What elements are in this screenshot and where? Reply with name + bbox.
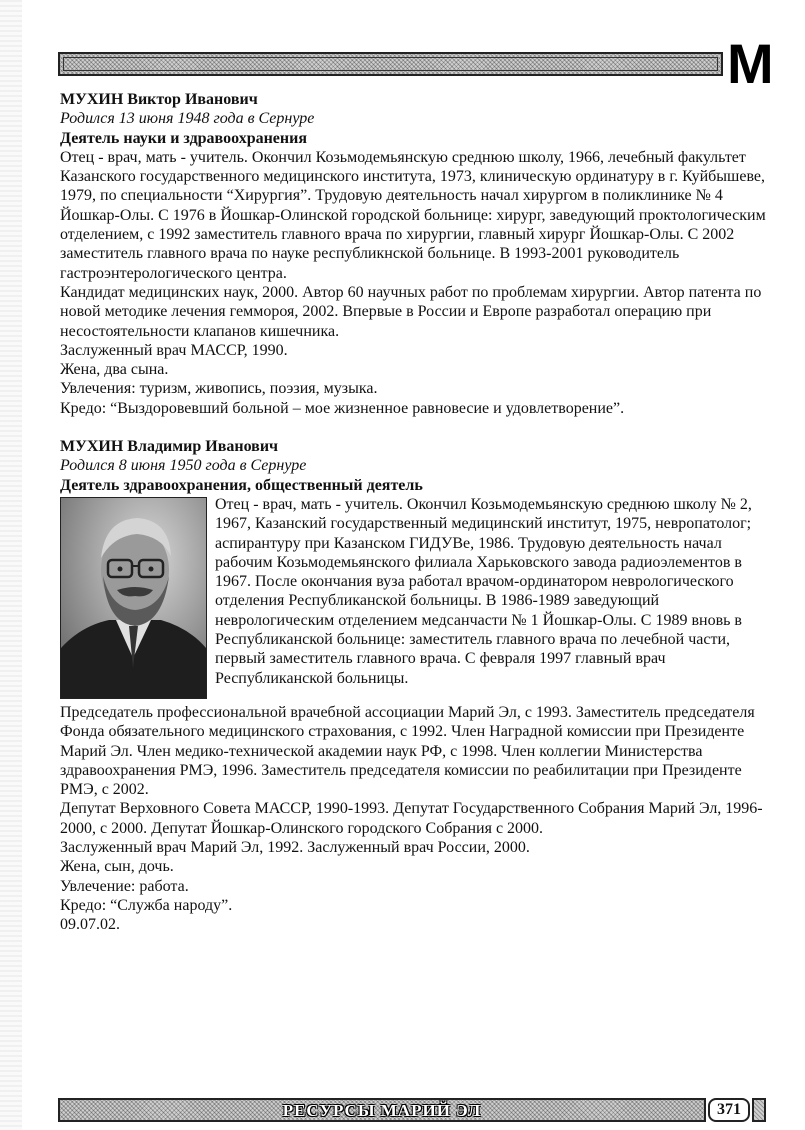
entry-paragraph: Жена, сын, дочь. bbox=[60, 858, 174, 876]
page-content bbox=[60, 90, 770, 935]
footer-tail bbox=[752, 1098, 766, 1122]
portrait-image bbox=[61, 498, 206, 698]
entry-paragraph: Депутат Верховного Совета МАССР, 1990-1993. Депутат Государственного Собрания Марий Эл, 1996-2000, с 2000. Депутат Йошкар-Олинского городского Собрания с 2000. bbox=[60, 800, 763, 837]
page-number: 371 bbox=[708, 1098, 750, 1122]
entry-paragraph: 09.07.02. bbox=[60, 916, 120, 934]
entry-paragraph: Отец - врач, мать - учитель. Окончил Козьмодемьянскую среднюю школу № 2, 1967, Казанский государственный медицинский институт, 1975, невропатолог; аспирантуру при Казанском ГИДУВе, 1986. Трудовую деятельность начал рабочим Козьмодемьянского филиала Харьковского завода радиоэлементов в 1967. После окончания вуза работал врачом-ординатором неврологического отделения Республиканской больницы. В 1986-1989 заведующий неврологическим отделением медсанчасти № 1 Йошкар-Олы. С 1989 вновь в Республиканской больнице: заместитель главного врача по лечебной части, первый заместитель главного врача. С февраля 1997 главный врач Республиканской больницы. bbox=[215, 495, 752, 687]
entry-paragraph: Жена, два сына. bbox=[60, 361, 169, 379]
entry-vladimir bbox=[60, 437, 770, 934]
entry-paragraph: Председатель профессиональной врачебной ассоциации Марий Эл, с 1993. Заместитель председателя Фонда обязательного медицинского страхования, с 1992. Член Наградной комиссии при Президенте Марий Эл. Член медико-технической академии наук РФ, с 1998. Член коллегии Министерства здравоохранения РМЭ, 1996. Заместитель председателя комиссии по реабилитации при Президенте РМЭ, с 2002. bbox=[60, 703, 755, 799]
entry-viktor bbox=[60, 90, 770, 418]
entry-paragraph: Кредо: “Служба народу”. bbox=[60, 896, 233, 914]
footer-title: РЕСУРСЫ МАРИЙ ЭЛ bbox=[282, 1101, 482, 1120]
section-letter: M bbox=[727, 32, 774, 95]
entry-role: Деятель науки и здравоохранения bbox=[60, 129, 307, 147]
entry-name: МУХИН Виктор Иванович bbox=[60, 91, 258, 108]
photo-text-block bbox=[60, 495, 770, 703]
footer-bar bbox=[58, 1098, 706, 1122]
entry-paragraph: Заслуженный врач МАССР, 1990. bbox=[60, 341, 288, 359]
entry-paragraph: Увлечение: работа. bbox=[60, 877, 189, 895]
entry-paragraph: Отец - врач, мать - учитель. Окончил Козьмодемьянскую среднюю школу, 1966, лечебный факультет Казанского государственного медицинского института, 1973, клиническую ординатуру в г. Куйбышеве, 1979, по специальности “Хирургия”. Трудовую деятельность начал хирургом в поликлинике № 4 Йошкар-Олы. С 1976 в Йошкар-Олинской городской больнице: хирург, заведующий проктологическим отделением, с 1992 заместитель главного врача по хирургии, главный хирург Йошкар-Олы. С 2002 заместитель главного врача по науке республикнской больнице. В 1993-2001 руководитель гастроэнтерологического центра. bbox=[60, 148, 766, 282]
header-bar bbox=[58, 52, 723, 76]
scan-edge bbox=[0, 0, 22, 1130]
entry-birth: Родился 13 июня 1948 года в Сернуре bbox=[60, 110, 315, 128]
portrait-photo bbox=[60, 497, 207, 699]
entry-paragraph: Кандидат медицинских наук, 2000. Автор 60 научных работ по проблемам хирургии. Автор патента по новой методике лечения геммороя, 2002. Впервые в России и Европе разработал операцию при несостоятельности клапанов кишечника. bbox=[60, 283, 762, 340]
entry-name: МУХИН Владимир Иванович bbox=[60, 438, 279, 456]
entry-paragraph: Кредо: “Выздоровевший больной – мое жизненное равновесие и удовлетворение”. bbox=[60, 399, 625, 417]
entry-role: Деятель здравоохранения, общественный деятель bbox=[60, 476, 423, 494]
entry-paragraph: Заслуженный врач Марий Эл, 1992. Заслуженный врач России, 2000. bbox=[60, 839, 530, 857]
entry-paragraph: Увлечения: туризм, живопись, поэзия, музыка. bbox=[60, 380, 378, 398]
entry-birth: Родился 8 июня 1950 года в Сернуре bbox=[60, 457, 307, 475]
